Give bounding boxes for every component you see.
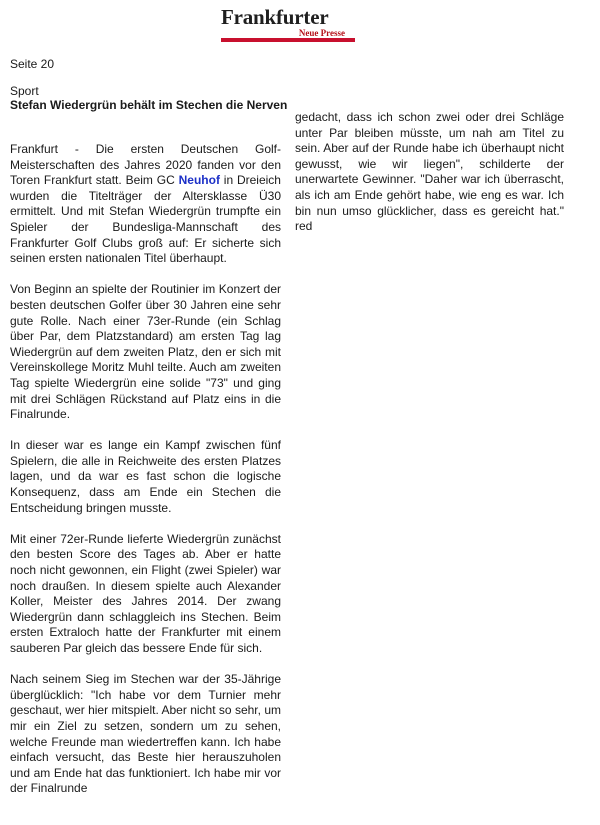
article-paragraph-2: Von Beginn an spielte der Routinier im Konzert der besten deutschen Golfer über 30 Jahren eine sehr gute Rolle. Nach einer 73er-Runde (ein Schlag über Par, dem Platzstandard) am ersten Tag lag Wiedergrün auf dem zweiten Platz, den er sich mit Vereinskollege Moritz Muhl teilte. Auch am zweiten Tag spielte Wiedergrün eine solide "73" und ging mit drei Schlägen Rückstand auf Platz eins in die Finalrunde. [10, 282, 281, 422]
masthead-accent-bar [221, 38, 355, 42]
paragraph-1-rest: in Dreieich wurden die Titelträger der Altersklasse Ü30 ermittelt. Und mit Stefan Wiedergrün trumpfte ein Spieler der Bundesliga-Mannschaft des Frankfurter Golf Clubs groß auf: Er sicherte sich seinen ersten nationalen Titel überhaupt. [10, 173, 281, 266]
article-column-left [10, 142, 281, 825]
article-paragraph-3: In dieser war es lange ein Kampf zwischen fünf Spielern, die alle in Reichweite des ersten Platzes lagen, und da war es fast schon die logische Konsequenz, dass am Ende ein Stechen die Entscheidung bringen musste. [10, 438, 281, 515]
article-paragraph-5: Nach seinem Sieg im Stechen war der 35-Jährige überglücklich: "Ich habe vor dem Turnier mehr geschaut, wer hier mitspielt. Aber nicht so sehr, um mir ein Ziel zu setzen, sondern um zu sehen, welche Freunde man wiedertreffen kann. Ich habe einfach versucht, das Beste hier herauszuholen und am Ende hat das funktioniert. Ich habe mir vor der Finalrunde [10, 672, 281, 796]
article-paragraph-1 [10, 142, 281, 267]
article-paragraph-4: Mit einer 72er-Runde lieferte Wiedergrün zunächst den besten Score des Tages ab. Aber er hatte noch nicht gewonnen, ein Flight (zwei Spieler) war noch draußen. In diesem spielte auch Alexander Koller, Meister des Jahres 2014. Der zwang Wiedergrün dann schlaggleich ins Stechen. Beim ersten Extraloch hatte der Frankfurter mit einem sauberen Par gleich das bessere Ende für sich. [10, 531, 281, 655]
page-number: Seite 20 [10, 57, 55, 71]
masthead-logo [221, 6, 355, 42]
paragraph-1-intro: Frankfurt - Die ersten Deutschen Golf-Meisterschaften des Jahres 2020 fanden vor den Toren Frankfurt statt. Beim GC [10, 142, 281, 188]
masthead-title: Frankfurter [221, 5, 329, 29]
article-column-right [295, 110, 564, 235]
article-headline: Stefan Wiedergrün behält im Stechen die Nerven [10, 98, 288, 112]
neuhof-link[interactable]: Neuhof [178, 173, 220, 188]
masthead-subtitle: Neue Presse [298, 28, 345, 38]
article-paragraph-5-continued: gedacht, dass ich schon zwei oder drei Schläge unter Par bleiben müsste, um nah am Titel zu sein. Aber auf der Runde habe ich überhaupt nicht gewusst, wie wir liegen", schilderte der unerwartete Gewinner. "Daher war ich überrascht, als ich am Ende gehört habe, wie eng es war. Ich bin nun umso glücklicher, dass es gereicht hat." red [295, 110, 564, 234]
section-label: Sport [10, 84, 39, 98]
